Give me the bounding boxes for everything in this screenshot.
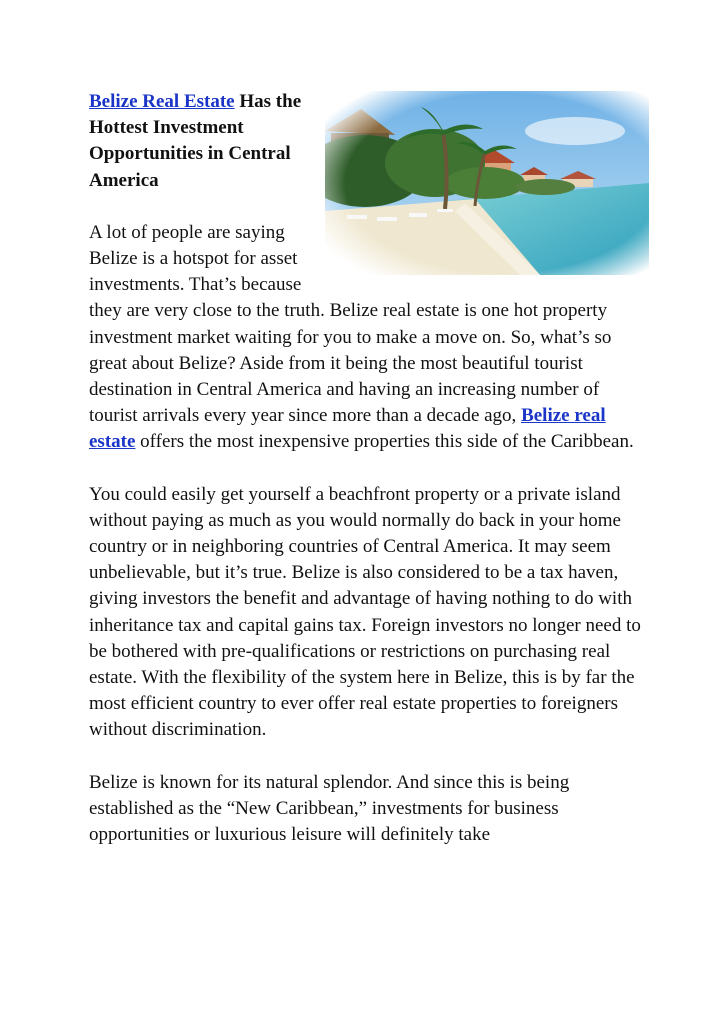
paragraph-1-text-after: offers the most inexpensive properties this side of the Caribbean. <box>135 431 634 453</box>
paragraph-2: You could easily get yourself a beachfront property or a private island without paying as much as you would normally do back in your home country or in neighboring countries of Central America. It may seem unbelievable, but it’s true. Belize is also considered to be a tax haven, giving investors the benefit and advantage of having nothing to do with inheritance tax and capital gains tax. Foreign investors no longer need to be bothered with pre-qualifications or restrictions on purchasing real estate. With the flexibility of the system here in Belize, this is by far the most efficient country to ever offer real estate properties to foreigners without discrimination. <box>89 483 641 741</box>
paragraph-1-text-before: A lot of people are saying Belize is a hotspot for asset investments. That’s because they are very close to the truth. Belize real estate is one hot property investment market waiting for you to make a move on. So, what’s so great about Belize? Aside from it being the most beautiful tourist destination in Central America and having an increasing number of tourist arrivals every year since more than a decade ago, <box>89 221 612 427</box>
beach-resort-photo <box>325 91 649 275</box>
article-body <box>89 89 649 874</box>
paragraph-3: Belize is known for its natural splendor. And since this is being established as the “New Caribbean,” investments for business opportunities or luxurious leisure will definitely take <box>89 771 570 846</box>
heading-link-belize-real-estate[interactable]: Belize Real Estate <box>89 91 235 112</box>
inline-link-belize-real-estate[interactable]: Belize real estate <box>89 405 606 453</box>
heading-rest-text: Has the Hottest Investment Opportunities in Central America <box>89 91 302 191</box>
